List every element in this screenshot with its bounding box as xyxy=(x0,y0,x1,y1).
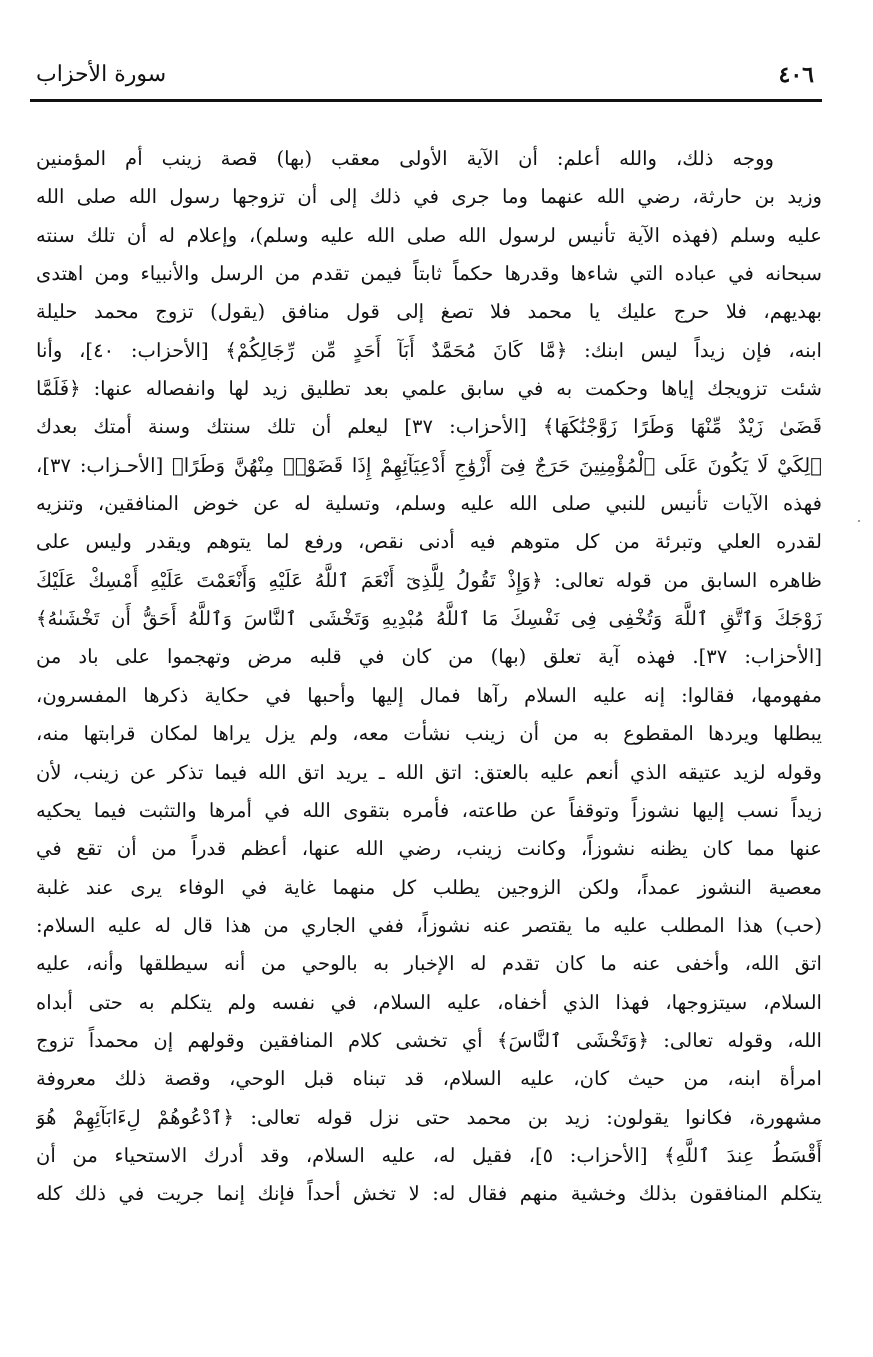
running-title: سورة الأحزاب xyxy=(36,62,167,87)
text-line: وقوله لزيد عتيقه الذي أنعم عليه بالعتق: اتق الله ـ يريد اتق الله فيما تذكر عن زينب، لأن xyxy=(36,760,822,784)
text-line: سبحانه في عباده التي شاءها وقدرها حكماً ثابتاً فيمن تقدم من الرسل والأنبياء ومن اهتدى xyxy=(36,262,822,286)
text-line: الله، وقوله تعالى: ﴿وَتَخْشَى ٱلنَّاسَ﴾ أي تخشى كلام المنافقين وقولهم إن محمداً تزوج xyxy=(36,1028,822,1052)
text-line: ﴿لِكَيْ لَا يَكُونَ عَلَى ٱلْمُؤْمِنِينَ حَرَجٌ فِىٓ أَزْوَٰجِ أَدْعِيَآئِهِمْ إِذَا قَضَوْا۟ مِنْهُنَّ وَطَرًا﴾ [الأحـزاب: ٣٧]، xyxy=(36,453,822,477)
text-line: بهديهم، فلا حرج عليك يا محمد فلا تصغ إلى قول منافق (يقول) تزوج محمد حليلة xyxy=(36,300,822,324)
text-line: مفهومها، فقالوا: إنه عليه السلام رآها فمال إليها وأحبها في حكاية ذكرها المفسرون، xyxy=(36,683,822,707)
page-number: ٤٠٦ xyxy=(778,62,814,88)
text-line: مشهورة، فكانوا يقولون: زيد بن محمد حتى نزل قوله تعالى: ﴿ٱدْعُوهُمْ لِءَابَآئِهِمْ هُوَ xyxy=(36,1105,822,1129)
text-line: السلام، سيتزوجها، فهذا الذي أخفاه، عليه السلام، في نفسه ولم يتكلم به حتى أبداه xyxy=(36,990,822,1014)
body-text xyxy=(36,140,822,1214)
text-line: اتق الله، وأخفى عنه ما كان تقدم له الإخبار به بالوحي من أنه سيطلقها وأنه، عليه xyxy=(36,952,822,976)
text-line: [الأحزاب: ٣٧]. فهذه آية تعلق (بها) من كان في قلبه مرض وتهجموا على باد من xyxy=(36,645,822,669)
text-line: ابنه، فإن زيداً ليس ابنك: ﴿مَّا كَانَ مُحَمَّدٌ أَبَآ أَحَدٍ مِّن رِّجَالِكُمْ﴾ [الأحزاب: ٤٠]، وأنا xyxy=(36,338,822,362)
text-line: ظاهره السابق من قوله تعالى: ﴿وَإِذْ تَقُولُ لِلَّذِىٓ أَنْعَمَ ٱللَّهُ عَلَيْهِ وَأَنْعَمْتَ عَلَيْهِ أَمْسِكْ عَلَيْكَ xyxy=(36,568,822,592)
text-line: عليه وسلم (فهذه الآية تأنيس لرسول الله صلى الله عليه وسلم)، وإعلام له أن تلك سنته xyxy=(36,223,822,247)
text-line: عنها مما كان يظنه نشوزاً، وكانت زينب، رضي الله عنها، أعظم قدراً من أن تقع في xyxy=(36,837,822,861)
text-line: (حب) هذا المطلب عليه ما يقتصر عنه نشوزاً، ففي الجاري من هذا قال له عليه السلام: xyxy=(36,913,822,937)
text-line: ووجه ذلك، والله أعلم: أن الآية الأولى معقب (بها) قصة زينب أم المؤمنين xyxy=(36,147,774,170)
text-line: زيداً نسب إليها نشوزاً وتوقفاً عن طاعته، فأمره بتقوى الله في أمرها والتثبت فيما يحكيه xyxy=(36,798,822,822)
text-line: شئت تزويجك إياها وحكمت به في سابق علمي بعد تطليق زيد لها وانفصاله عنها: ﴿فَلَمَّا xyxy=(36,377,822,401)
scan-speck xyxy=(858,520,860,522)
text-line: لقدره العلي وتبرئة من كل متوهم فيه أدنى نقص، ورفع لما يتوهم ويقدر وليس على xyxy=(36,530,822,554)
text-line: فهذه الآيات تأنيس للنبي صلى الله عليه وسلم، وتسلية له عن خوض المنافقين، وتنزيه xyxy=(36,492,822,516)
text-line: معصية النشوز عمداً، ولكن الزوجين يطلب كل منهما غاية في الوفاء يرى عند غلبة xyxy=(36,875,822,899)
text-line: وزيد بن حارثة، رضي الله عنهما وما جرى في ذلك إلى أن تزوجها رسول الله صلى الله xyxy=(36,185,822,209)
text-line: يبطلها ويردها المقطوع به من أن زينب نشأت معه، ولم يزل يراها لمكان قرابتها منه، xyxy=(36,722,822,746)
text-line: قَضَىٰ زَيْدٌ مِّنْهَا وَطَرًا زَوَّجْنَٰكَهَا﴾ [الأحزاب: ٣٧] ليعلم أن تلك سنتك وسنة أمتك بعدك xyxy=(36,415,822,439)
header-divider xyxy=(30,99,822,102)
text-line: زَوْجَكَ وَٱتَّقِ ٱللَّهَ وَتُخْفِى فِى نَفْسِكَ مَا ٱللَّهُ مُبْدِيهِ وَتَخْشَى ٱلنَّاسَ وَٱللَّهُ أَحَقُّ أَن تَخْشَىٰهُ﴾ xyxy=(36,607,822,631)
text-line: أَقْسَطُ عِندَ ٱللَّهِ﴾ [الأحزاب: ٥]، فقيل له، عليه السلام، وقد أدرك الاستحياء من أن xyxy=(36,1143,822,1167)
text-line: يتكلم المنافقون بذلك وخشية منهم فقال له: لا تخش أحداً فإنك إنما جريت في ذلك كله xyxy=(36,1182,822,1206)
text-line: امرأة ابنه، من حيث كان، عليه السلام، قد تبناه قبل الوحي، وقصة ذلك معروفة xyxy=(36,1067,822,1091)
page-header xyxy=(30,46,822,96)
